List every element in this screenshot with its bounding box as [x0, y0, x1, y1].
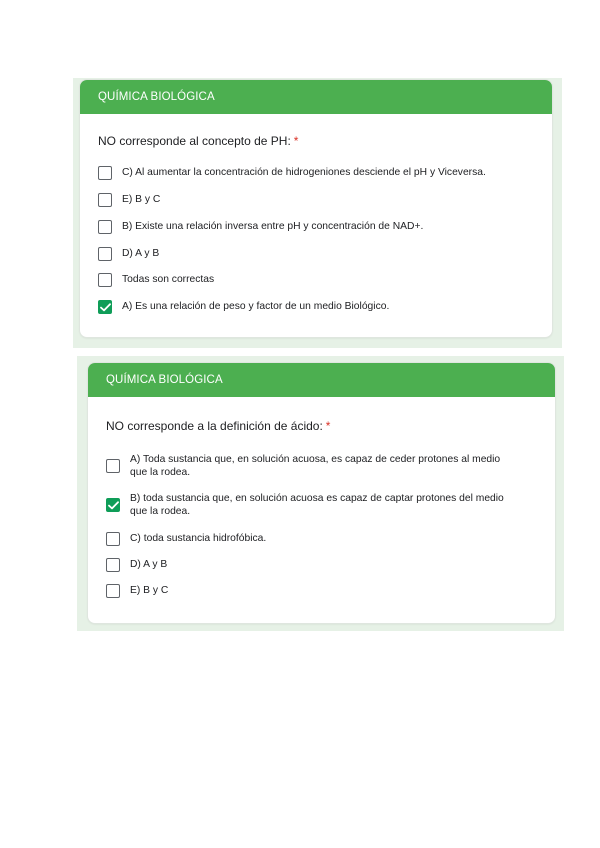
checkbox-checked[interactable] — [106, 498, 120, 512]
option-a[interactable] — [98, 300, 538, 314]
checkbox-checked[interactable] — [98, 300, 112, 314]
option-label: E) B y C — [130, 585, 169, 596]
option-label: D) A y B — [122, 248, 160, 259]
option-label: E) B y C — [122, 194, 161, 205]
checkbox[interactable] — [106, 584, 120, 598]
question-title — [98, 134, 298, 148]
checkbox[interactable] — [98, 220, 112, 234]
option-label: D) A y B — [130, 559, 168, 570]
required-mark: * — [293, 134, 299, 148]
option-label: A) Es una relación de peso y factor de un medio Biológico. — [122, 301, 390, 312]
option-e[interactable] — [98, 193, 538, 207]
option-e[interactable] — [106, 584, 541, 598]
question-card-1 — [80, 80, 552, 337]
section-header: QUÍMICA BIOLÓGICA — [88, 363, 555, 397]
option-label: B) toda sustancia que, en solución acuosa es capaz de captar protones del medio que la rodea. — [130, 493, 504, 517]
option-label: B) Existe una relación inversa entre pH y concentración de NAD+. — [122, 221, 424, 232]
checkbox[interactable] — [106, 558, 120, 572]
checkbox[interactable] — [98, 247, 112, 261]
option-label: C) toda sustancia hidrofóbica. — [130, 533, 267, 544]
option-c[interactable] — [98, 166, 538, 180]
checkmark-icon — [108, 501, 119, 510]
option-todas[interactable] — [98, 273, 538, 287]
required-mark: * — [325, 419, 331, 433]
question-text: NO corresponde a la definición de ácido: — [106, 419, 323, 433]
option-label: C) Al aumentar la concentración de hidrogeniones desciende el pH y Viceversa. — [122, 167, 486, 178]
question-text: NO corresponde al concepto de PH: — [98, 134, 291, 148]
option-d[interactable] — [106, 558, 541, 572]
option-d[interactable] — [98, 247, 538, 261]
option-c[interactable] — [106, 532, 541, 546]
checkbox[interactable] — [98, 193, 112, 207]
option-label: Todas son correctas — [122, 274, 215, 285]
checkbox[interactable] — [106, 459, 120, 473]
option-a[interactable] — [106, 453, 541, 479]
section-header: QUÍMICA BIOLÓGICA — [80, 80, 552, 114]
checkmark-icon — [100, 303, 111, 312]
option-label: A) Toda sustancia que, en solución acuosa, es capaz de ceder protones al medio que la rodea. — [130, 454, 501, 478]
checkbox[interactable] — [106, 532, 120, 546]
checkbox[interactable] — [98, 166, 112, 180]
question-title — [106, 419, 330, 433]
question-card-2 — [88, 363, 555, 623]
option-b[interactable] — [98, 220, 538, 234]
checkbox[interactable] — [98, 273, 112, 287]
option-b[interactable] — [106, 492, 541, 518]
